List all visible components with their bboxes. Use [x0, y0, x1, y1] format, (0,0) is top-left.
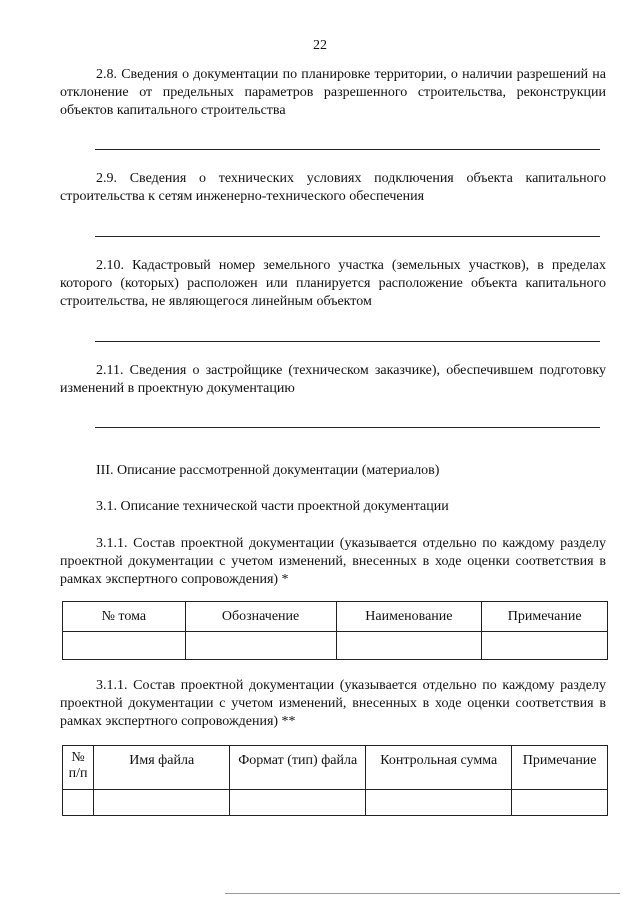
table-header-row [63, 602, 608, 632]
section-2-11: 2.11. Сведения о застройщике (техническом заказчике), обеспечившем подготовку изменений в проектную документацию [60, 363, 606, 396]
table-cell [336, 632, 482, 660]
section-3-1: 3.1. Описание технической части проектной документации [96, 499, 449, 514]
col-file-name: Имя файла [94, 746, 230, 790]
table-cell [185, 632, 336, 660]
col-note: Примечание [482, 602, 608, 632]
fill-line-2-11 [95, 427, 600, 428]
col-checksum: Контрольная сумма [366, 746, 512, 790]
section-3-heading: III. Описание рассмотренной документации (материалов) [96, 463, 440, 478]
table-cell [63, 790, 94, 816]
table-row [63, 790, 608, 816]
col-row-number: № п/п [63, 746, 94, 790]
table-header-row [63, 746, 608, 790]
table-cell [366, 790, 512, 816]
col-designation: Обозначение [185, 602, 336, 632]
table-cell [63, 632, 186, 660]
table-cell [94, 790, 230, 816]
col-name: Наименование [336, 602, 482, 632]
section-2-8: 2.8. Сведения о документации по планировке территории, о наличии разрешений на отклонение от предельных параметров разрешенного строительства, реконструкции объектов капитального строительства [60, 67, 606, 118]
fill-line-2-10 [95, 341, 600, 342]
section-3-1-1-volumes: 3.1.1. Состав проектной документации (указывается отдельно по каждому разделу проектной документации с учетом изменений, внесенных в ходе оценки соответствия в рамках экспертного сопровождения) * [60, 536, 606, 587]
fill-line-2-8 [95, 149, 600, 150]
page-bottom-edge [225, 893, 620, 894]
col-file-format: Формат (тип) файла [230, 746, 366, 790]
section-3-1-1-files: 3.1.1. Состав проектной документации (указывается отдельно по каждому разделу проектной документации с учетом изменений, внесенных в ходе оценки соответствия в рамках экспертного сопровождения) ** [60, 678, 606, 729]
table-cell [512, 790, 608, 816]
table-row [63, 632, 608, 660]
files-table [62, 745, 608, 816]
col-volume-number: № тома [63, 602, 186, 632]
volumes-table [62, 601, 608, 660]
page-number: 22 [313, 38, 327, 53]
table-cell [482, 632, 608, 660]
section-2-9: 2.9. Сведения о технических условиях подключения объекта капитального строительства к сетям инженерно-технического обеспечения [60, 171, 606, 204]
fill-line-2-9 [95, 236, 600, 237]
section-2-10: 2.10. Кадастровый номер земельного участка (земельных участков), в пределах которого (которых) расположен или планируется расположение объекта капитального строительства, не являющегося линейным объектом [60, 258, 606, 309]
table-cell [230, 790, 366, 816]
col-note: Примечание [512, 746, 608, 790]
